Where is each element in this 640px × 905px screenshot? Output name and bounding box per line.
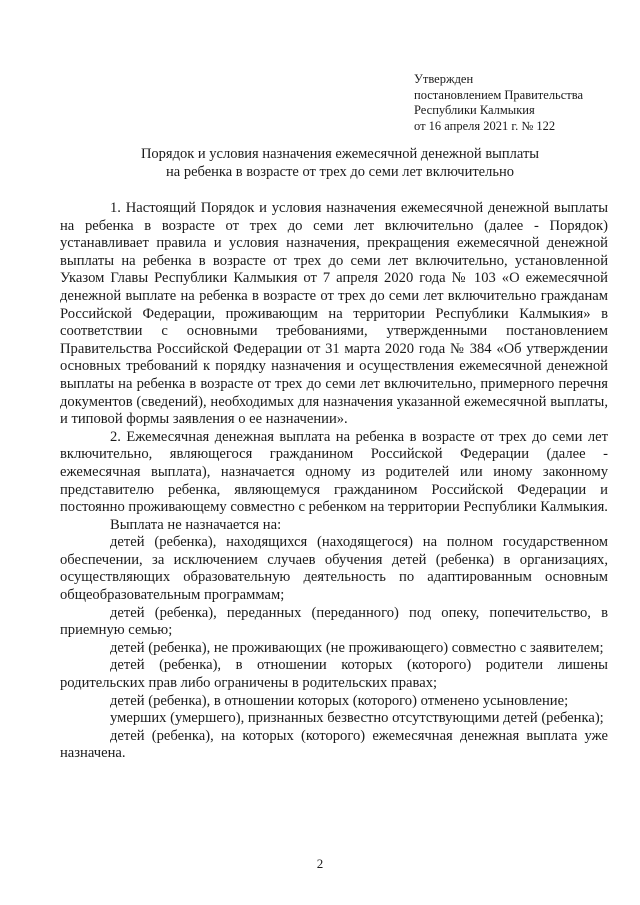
paragraph: детей (ребенка), в отношении которых (которого) отменено усыновление; xyxy=(110,692,569,709)
paragraph: 1. Настоящий Порядок и условия назначения ежемесячной денежной выплаты на ребенка в возрасте от трех до семи лет включительно (далее - Порядок) устанавливает правила и условия назначения, прекращения ежемесячной денежной выплаты на ребенка в возрасте от трех до семи лет включительно, установленной Указом Главы Республики Калмыкия от 7 апреля 2020 года № 103 «О ежемесячной денежной выплате на ребенка в возрасте от трех до семи лет включительно гражданам Российской Федерации, проживающим на территории Республики Калмыкия» в соответствии с основными требованиями, утвержденными постановлением Правительства Российской Федерации от 31 марта 2020 года № 384 «Об утверждении основных требований к порядку назначения и осуществления ежемесячной денежной выплаты на ребенка в возрасте от трех до семи лет включительно, примерного перечня документов (сведений), необходимых для назначения указанной ежемесячной выплаты, и типовой формы заявления о ее назначении». xyxy=(60,200,608,428)
approval-line: постановлением Правительства xyxy=(414,87,584,102)
document-title xyxy=(60,145,620,181)
approval-line: Республики Калмыкия xyxy=(414,103,535,117)
title-line: на ребенка в возрасте от трех до семи лет включительно xyxy=(166,164,514,180)
document-body xyxy=(60,200,608,763)
paragraph: умерших (умершего), признанных безвестно отсутствующими детей (ребенка); xyxy=(110,710,604,727)
paragraph: 2. Ежемесячная денежная выплата на ребенка в возрасте от трех до семи лет включительно, являющегося гражданином Российской Федерации (далее - ежемесячная выплата), назначается одному из родителей или иному законному представителю ребенка, являющемуся гражданином Российской Федерации и постоянно проживающему совместно с ребенком на территории Республики Калмыкия. xyxy=(60,428,608,516)
approval-stamp xyxy=(414,72,629,134)
paragraph: Выплата не назначается на: xyxy=(110,516,282,533)
paragraph: детей (ребенка), переданных (переданного) под опеку, попечительство, в приемную семью; xyxy=(60,604,608,639)
paragraph: детей (ребенка), находящихся (находящегося) на полном государственном обеспечении, за исключением случаев обучения детей (ребенка) в организациях, осуществляющих образовательную деятельность по адаптированным основным общеобразовательным программам; xyxy=(60,534,608,604)
approval-line: от 16 апреля 2021 г. № 122 xyxy=(414,118,556,133)
page-number: 2 xyxy=(316,856,324,871)
paragraph: детей (ребенка), не проживающих (не проживающего) совместно с заявителем; xyxy=(110,639,604,656)
approval-line: Утвержден xyxy=(414,72,474,86)
title-line: Порядок и условия назначения ежемесячной денежной выплаты xyxy=(140,146,540,162)
paragraph: детей (ребенка), в отношении которых (которого) родители лишены родительских прав либо ограничены в родительских правах; xyxy=(60,657,608,692)
paragraph: детей (ребенка), на которых (которого) ежемесячная денежная выплата уже назначена. xyxy=(60,727,608,762)
